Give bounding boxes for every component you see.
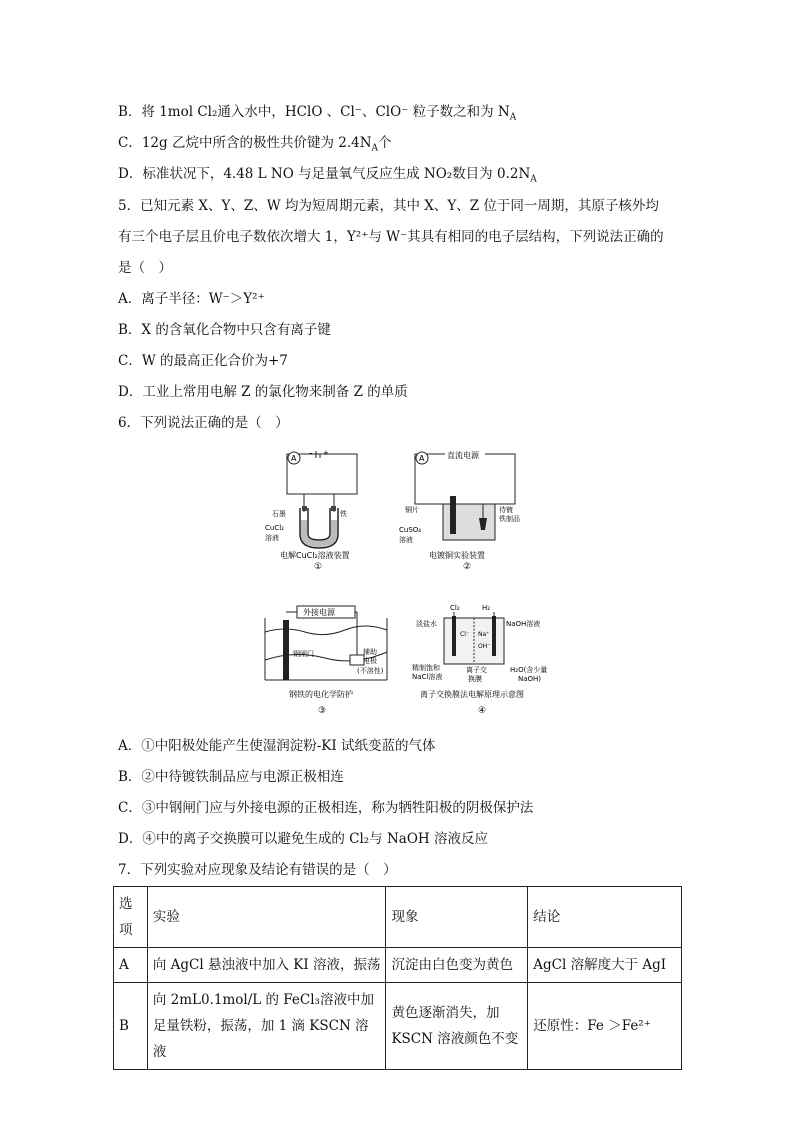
fig1-number: ① [314, 562, 323, 571]
svg-text:Na⁺: Na⁺ [478, 631, 490, 638]
fig4-h2-label: H₂ [482, 604, 491, 612]
q6-stem: 6．下列说法正确的是（ ） [118, 415, 289, 431]
fig4-cl2-label: Cl₂ [450, 604, 460, 612]
cell-experiment: 向 AgCl 悬浊液中加入 KI 溶液，振荡 [147, 948, 386, 983]
fig2-solution-label2: 溶液 [399, 536, 413, 544]
fig4-number: ④ [478, 706, 487, 716]
fig1-iron-label: 铁 [340, 510, 347, 518]
fig1-graphite-label: 石墨 [272, 510, 286, 518]
fig4-brine-in-label2: NaCl溶液 [412, 673, 443, 681]
fig3-aux-label3: (不溶性) [357, 667, 384, 675]
fig1-solution-label: CuCl₂ [265, 524, 284, 532]
header-conclusion: 结论 [528, 887, 682, 948]
fig2-solution-label1: CuSO₄ [399, 526, 422, 534]
svg-text:Cl⁻: Cl⁻ [460, 631, 470, 638]
figure-4-ion-exchange [410, 600, 565, 720]
table-header-row [114, 887, 682, 948]
fig3-aux-label2: 电极 [363, 657, 377, 665]
header-phenomenon: 现象 [386, 887, 528, 948]
q6-option-a: A．①中阳极处能产生使湿润淀粉-KI 试纸变蓝的气体 [118, 738, 436, 754]
svg-text:+: + [323, 449, 329, 457]
fig4-membrane-label2: 换膜 [468, 675, 482, 683]
q7-stem: 7．下列实验对应现象及结论有错误的是（ ） [118, 862, 397, 878]
fig2-item-label2: 铁制品 [499, 515, 520, 523]
figure-1-electrolysis [262, 446, 362, 571]
fig3-aux-label1: 辅助 [363, 648, 377, 656]
table-row [114, 948, 682, 983]
cell-phenomenon: 黄色逐渐消失，加 KSCN 溶液颜色不变 [386, 983, 528, 1070]
figure-3-cathodic-protection [255, 600, 395, 720]
svg-text:–: – [309, 449, 313, 457]
cell-conclusion: AgCl 溶解度大于 AgI [528, 948, 682, 983]
q5-stem-line2: 有三个电子层且价电子数依次增大 1，Y²⁺与 W⁻其具有相同的电子层结构，下列说法正确的 [118, 229, 664, 245]
figure-2-electroplating [395, 446, 530, 571]
q7-table [113, 886, 682, 1070]
fig1-solution-label2: 溶液 [265, 534, 279, 542]
fig4-brine-out-label: 淡盐水 [416, 620, 437, 628]
fig3-gate-label: 钢闸门 [293, 650, 314, 658]
header-experiment: 实验 [147, 887, 386, 948]
cell-conclusion: 还原性：Fe ＞Fe²⁺ [528, 983, 682, 1070]
fig3-number: ③ [318, 706, 327, 716]
q5-option-c: C．W 的最高正化合价为+7 [118, 353, 288, 369]
fig2-copper-label: 铜片 [405, 506, 419, 514]
q6-option-d: D．④中的离子交换膜可以避免生成的 Cl₂与 NaOH 溶液反应 [118, 831, 488, 847]
cell-experiment: 向 2mL0.1mol/L 的 FeCl₃溶液中加足量铁粉，振荡，加 1 滴 KSCN 溶液 [147, 983, 386, 1070]
fig4-water-label1: H₂O(含少量 [510, 666, 548, 674]
fig4-membrane-label1: 离子交 [466, 666, 487, 674]
fig1-ammeter: A [291, 454, 297, 463]
q5-stem-line1: 5．已知元素 X、Y、Z、W 均为短周期元素，其中 X、Y、Z 位于同一周期，其原子核外均 [118, 198, 659, 214]
fig4-brine-in-label1: 精制饱和 [412, 664, 440, 672]
header-option: 选项 [114, 887, 148, 948]
q5-option-a: A．离子半径：W⁻＞Y²⁺ [118, 291, 265, 307]
fig4-water-label2: NaOH) [518, 675, 542, 683]
fig3-caption: 钢铁的电化学防护 [289, 690, 353, 699]
fig3-power-label: 外接电源 [303, 608, 335, 617]
table-row [114, 983, 682, 1070]
fig4-caption: 离子交换膜法电解原理示意图 [420, 690, 524, 699]
cell-phenomenon: 沉淀由白色变为黄色 [386, 948, 528, 983]
fig2-ammeter: A [419, 454, 425, 463]
q4-option-b: B．将 1mol Cl₂通入水中，HClO 、Cl⁻、ClO⁻ 粒子数之和为 $N_A$ [118, 104, 517, 123]
q5-option-d: D．工业上常用电解 Z 的氯化物来制备 Z 的单质 [118, 384, 408, 400]
fig2-power-label: 直流电源 [447, 451, 479, 460]
fig2-caption: 电镀铜实验装置 [429, 551, 485, 560]
q4-option-c: C．12g 乙烷中所含的极性共价键为 $2.4N_A$个 [118, 135, 392, 154]
fig2-number: ② [463, 562, 472, 571]
fig1-caption: 电解CuCl₂溶液装置 [280, 551, 350, 560]
svg-text:OH⁻: OH⁻ [478, 643, 491, 650]
cell-option: A [114, 948, 148, 983]
q5-option-b: B．X 的含氧化合物中只含有离子键 [118, 322, 331, 338]
fig2-item-label1: 待镀 [499, 506, 513, 514]
q6-option-b: B．②中待镀铁制品应与电源正极相连 [118, 769, 344, 785]
q4-option-d: D．标准状况下，4.48 L NO 与足量氧气反应生成 NO₂数目为 $0.2N_A$ [118, 166, 537, 185]
q6-option-c: C．③中钢闸门应与外接电源的正极相连，称为牺牲阳极的阴极保护法 [118, 800, 534, 816]
fig4-naoh-out-label: NaOH溶液 [506, 620, 541, 628]
cell-option: B [114, 983, 148, 1070]
q5-stem-line3: 是（ ） [118, 260, 172, 276]
